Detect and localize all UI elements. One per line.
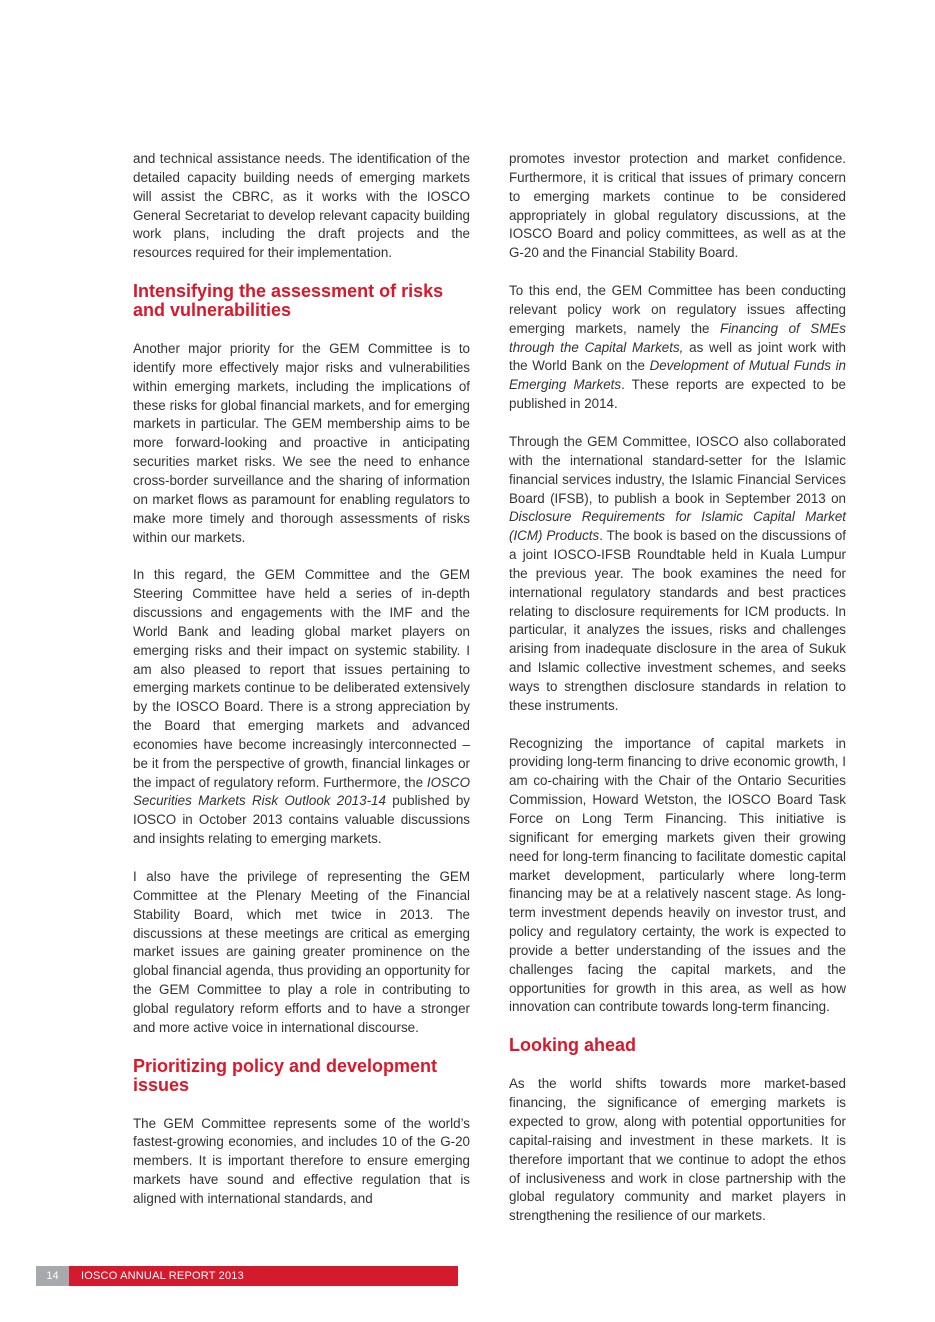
body-paragraph: Another major priority for the GEM Committee is to identify more effectively major risks and vulnerabilities within emerging markets, including the implications of these risks for global financial markets, and for emerging markets in particular. The GEM membership aims to be more forward-looking and proactive in anticipating securities market risks. We see the need to enhance cross-border surveillance and the sharing of information on market flows as paramount for enabling regulators to make more timely and thorough assessments of risks within our markets. [133, 341, 470, 545]
body-paragraph: promotes investor protection and market confidence. Furthermore, it is critical that issues of primary concern to emerging markets continue to be considered appropriately in global regulatory discussions, at the IOSCO Board and policy committees, as well as at the G-20 and the Financial Stability Board. [509, 151, 846, 261]
text-span: Through the GEM Committee, IOSCO also collaborated with the international standard-setter for the Islamic financial services industry, the Islamic Financial Services Board (IFSB), to publish a book in September 2013 on [509, 433, 846, 506]
body-paragraph [133, 566, 470, 849]
footer-bar [36, 1266, 458, 1286]
body-paragraph: As the world shifts towards more market-based financing, the significance of emerging markets is expected to grow, along with potential opportunities for capital-raising and investment in these markets. It is therefore important that we continue to adopt the ethos of inclusiveness and work in close partnership with the global regulatory community and market players in strengthening the resilience of our markets. [509, 1076, 846, 1224]
body-paragraph [509, 282, 846, 414]
section-heading: Intensifying the assessment of risks and vulnerabilities [133, 281, 444, 321]
body-paragraph: I also have the privilege of representing the GEM Committee at the Plenary Meeting of the Financial Stability Board, which met twice in 2013. The discussions at these meetings are critical as emerging market issues are gaining greater prominence on the global financial agenda, thus providing an opportunity for the GEM Committee to play a role in contributing to global regulatory reform efforts and to have a stronger and more active voice in international discourse. [133, 869, 470, 1035]
text-span: In this regard, the GEM Committee and the GEM Steering Committee have held a series of in-depth discussions and engagements with the IMF and the World Bank and leading global market players on emerging risks and their impact on systemic stability. I am also pleased to report that issues pertaining to emerging markets continue to be deliberated extensively by the IOSCO Board. There is a strong appreciation by the Board that emerging markets and advanced economies have become increasingly interconnected – be it from the perspective of growth, financial linkages or the impact of regulatory reform. Furthermore, the [133, 567, 470, 790]
section-heading: Looking ahead [509, 1035, 637, 1056]
text-span: as well as joint work with the World Bank on the [509, 339, 847, 374]
body-paragraph: Recognizing the importance of capital markets in providing long-term financing to drive economic growth, I am co-chairing with the Chair of the Ontario Securities Commission, Howard Wetston, the IOSCO Board Task Force on Long Term Financing. This initiative is significant for emerging markets given their growing need for long-term financing to facilitate domestic capital market development, particularly where long-term financing may be at a relatively nascent stage. As long-term investment depends heavily on investor trust, and policy and regulatory certainty, the work is expected to provide a better understanding of the issues and the challenges facing the capital markets, and the opportunities for growth in this area, as well as how innovation can contribute towards long-term financing. [509, 735, 846, 1015]
publication-title: Financing of SMEs through the Capital Markets, [509, 320, 846, 355]
right-column [509, 150, 846, 1245]
left-column [133, 150, 470, 1228]
publication-title: IOSCO Securities Markets Risk Outlook 2013-14 [133, 774, 470, 809]
body-paragraph [509, 433, 846, 716]
text-span: To this end, the GEM Committee has been conducting relevant policy work on regulatory issues affecting emerging markets, namely the [509, 283, 846, 336]
report-title: IOSCO ANNUAL REPORT 2013 [81, 1270, 244, 1282]
body-paragraph: The GEM Committee represents some of the world’s fastest-growing economies, and includes 10 of the G-20 members. It is important therefore to ensure emerging markets have sound and effective regulation that is aligned with international standards, and [133, 1115, 470, 1206]
publication-title: Disclosure Requirements for Islamic Capital Market (ICM) Products [509, 509, 846, 544]
section-heading: Prioritizing policy and development issues [133, 1055, 438, 1095]
text-span: published by IOSCO in October 2013 contains valuable discussions and insights relating to emerging markets. [133, 793, 471, 847]
body-paragraph: and technical assistance needs. The identification of the detailed capacity building needs of emerging markets will assist the CBRC, as it works with the IOSCO General Secretariat to develop relevant capacity building work plans, including the draft projects and the resources required for their implementation. [133, 151, 470, 261]
text-span: . These reports are expected to be published in 2014. [509, 377, 846, 412]
text-span: . The book is based on the discussions of a joint IOSCO-IFSB Roundtable held in Kuala Lumpur the previous year. The book examines the need for international regulatory standards and best practices relating to disclosure requirements for ICM products. In particular, it analyzes the issues, risks and challenges arising from inadequate disclosure in the area of Sukuk and Islamic collective investment schemes, and seeks ways to strengthen disclosure standards in relation to these instruments. [509, 528, 846, 713]
page-number: 14 [36, 1266, 69, 1286]
publication-title: Development of Mutual Funds in Emerging Markets [509, 358, 847, 393]
